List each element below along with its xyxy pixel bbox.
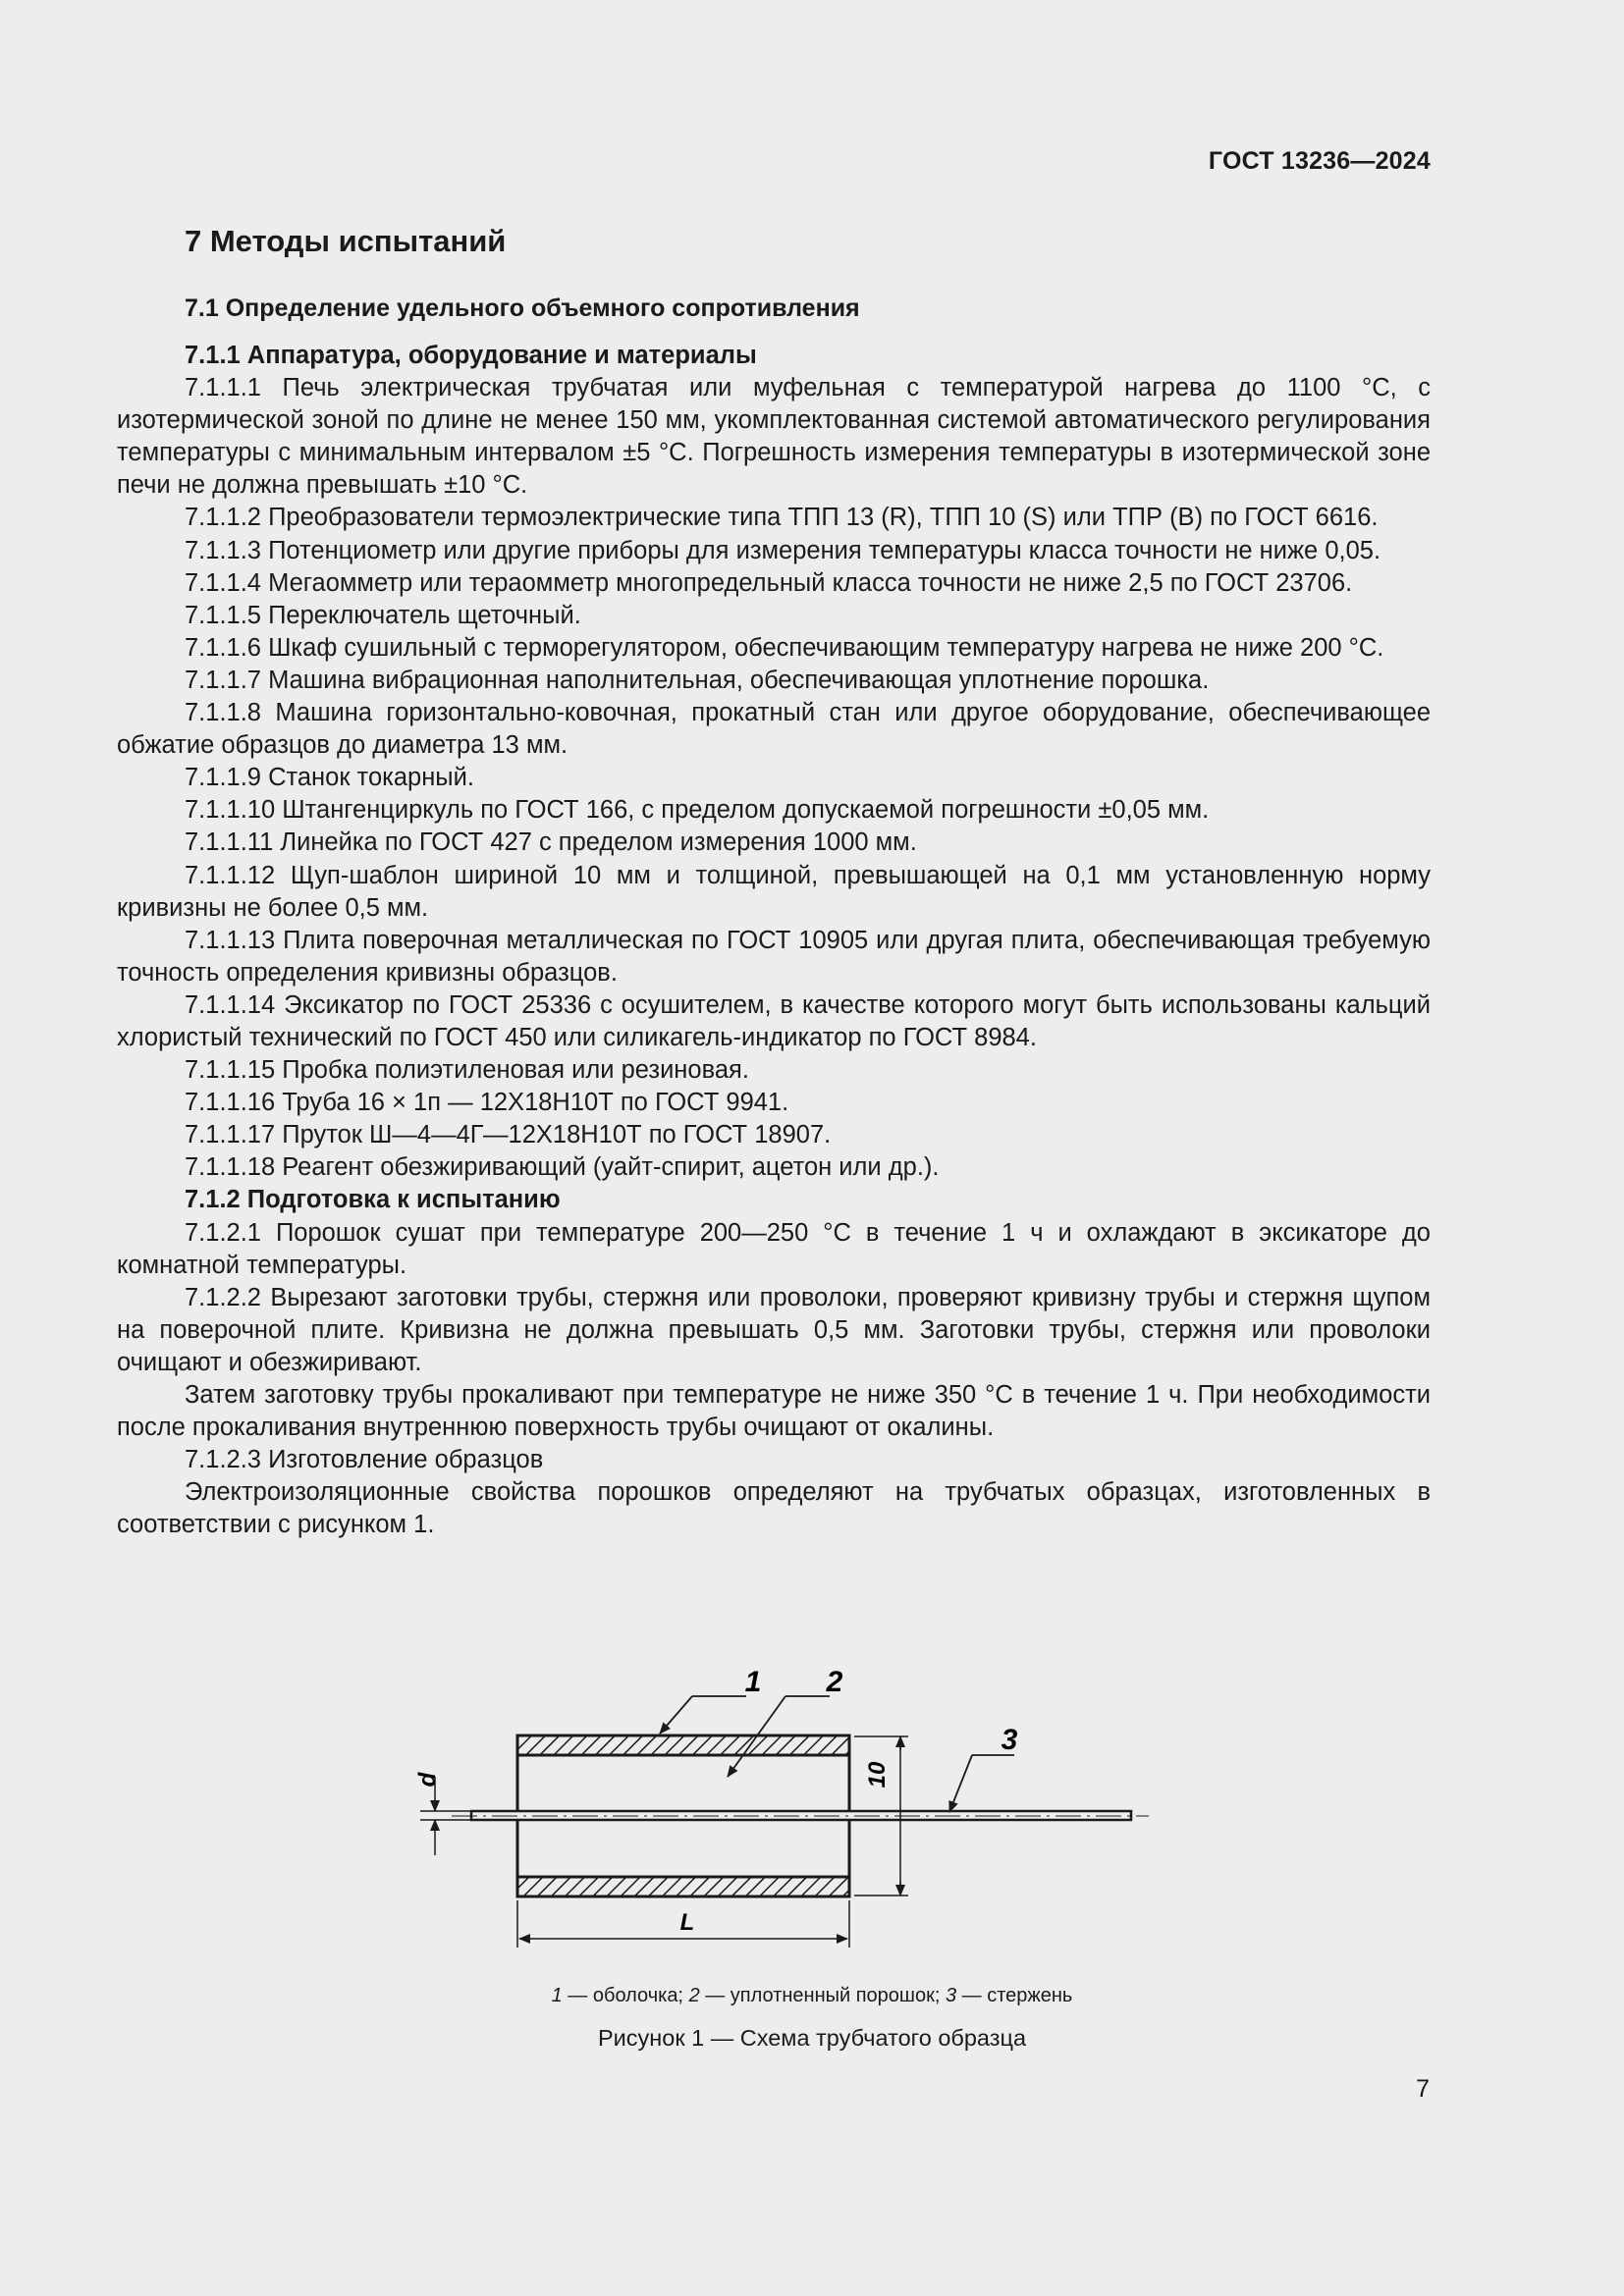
- dim-d-label: d: [414, 1772, 441, 1788]
- figure-legend: [0, 1985, 1624, 2007]
- label-1: 1: [744, 1666, 762, 1698]
- dimension-d: [414, 1771, 471, 1855]
- dim-length-label: L: [679, 1909, 695, 1936]
- paragraph: Электроизоляционные свойства порошков определяют на трубчатых образцах, изготовленных в соответствии с рисунком 1.: [117, 1478, 1431, 1539]
- paragraph: 7.1.2.2 Вырезают заготовки трубы, стержня или проволоки, проверяют кривизну трубы и стержня щупом на поверочной плите. Кривизна не должна превышать 0,5 мм. Заготовки трубы, стержня или проволоки очищают и обезжиривают.: [117, 1283, 1431, 1376]
- paragraph: 7.1.1.18 Реагент обезжиривающий (уайт-спирит, ацетон или др.).: [185, 1153, 940, 1182]
- body-text: [117, 340, 1431, 1541]
- paragraph: 7.1.1.13 Плита поверочная металлическая по ГОСТ 10905 или другая плита, обеспечивающая требуемую точность определения кривизны образцов.: [117, 926, 1431, 987]
- legend-text-2: — уплотненный порошок;: [699, 1985, 946, 2006]
- paragraph: 7.1.1.5 Переключатель щеточный.: [185, 601, 581, 629]
- subsubsection-heading: 7.1.1 Аппаратура, оборудование и материалы: [185, 342, 757, 369]
- figure-diagram: [373, 1657, 1159, 1961]
- paragraph: 7.1.1.11 Линейка по ГОСТ 427 с пределом измерения 1000 мм.: [185, 828, 917, 857]
- paragraph: 7.1.1.15 Пробка полиэтиленовая или резиновая.: [185, 1056, 749, 1085]
- paragraph: 7.1.1.16 Труба 16 × 1п — 12Х18Н10Т по ГОСТ 9941.: [185, 1089, 789, 1117]
- legend-text-3: — стержень: [956, 1985, 1073, 2006]
- subsubsection-heading: 7.1.2 Подготовка к испытанию: [185, 1186, 561, 1214]
- paragraph: 7.1.1.10 Штангенциркуль по ГОСТ 166, с пределом допускаемой погрешности ±0,05 мм.: [185, 796, 1210, 825]
- paragraph: 7.1.2.1 Порошок сушат при температуре 200—250 °С в течение 1 ч и охлаждают в эксикаторе до комнатной температуры.: [117, 1218, 1431, 1279]
- paragraph: 7.1.1.1 Печь электрическая трубчатая или муфельная с температурой нагрева до 1100 °С, с изотермической зоной по длине не менее 150 мм, укомплектованная системой автоматического регулирования температуры с минимальным интервалом ±5 °С. Погрешность измерения температуры в изотермической зоне печи не должна превышать ±10 °С.: [117, 374, 1431, 500]
- label-3: 3: [1001, 1724, 1018, 1756]
- paragraph: 7.1.2.3 Изготовление образцов: [185, 1446, 544, 1474]
- legend-num-3: 3: [945, 1985, 957, 2006]
- label-2: 2: [826, 1666, 843, 1698]
- paragraph: 7.1.1.7 Машина вибрационная наполнительная, обеспечивающая уплотнение порошка.: [185, 666, 1210, 694]
- page-number: 7: [1416, 2075, 1430, 2103]
- figure-tubular-sample: [373, 1657, 1159, 1961]
- rod: [452, 1811, 1149, 1820]
- section-title: 7 Методы испытаний: [185, 224, 507, 258]
- dimension-length: [517, 1900, 849, 1948]
- dim-diameter-label: 10: [864, 1761, 891, 1789]
- leader-3: [949, 1724, 1018, 1812]
- paragraph: 7.1.1.3 Потенциометр или другие приборы для измерения температуры класса точности не ниже 0,05.: [185, 536, 1381, 564]
- standard-designation: ГОСТ 13236—2024: [1208, 147, 1431, 175]
- paragraph: 7.1.1.2 Преобразователи термоэлектрические типа ТПП 13 (R), ТПП 10 (S) или ТПР (В) по ГОСТ 6616.: [185, 504, 1379, 532]
- paragraph: 7.1.1.9 Станок токарный.: [185, 764, 474, 792]
- legend-text-1: — оболочка;: [562, 1985, 689, 2006]
- paragraph: 7.1.1.8 Машина горизонтально-ковочная, прокатный стан или другое оборудование, обеспечивающее обжатие образцов до диаметра 13 мм.: [117, 699, 1431, 760]
- paragraph: 7.1.1.6 Шкаф сушильный с терморегулятором, обеспечивающим температуру нагрева не ниже 200 °С.: [185, 633, 1384, 662]
- paragraph: 7.1.1.12 Щуп-шаблон шириной 10 мм и толщиной, превышающей на 0,1 мм установленную норму кривизны не более 0,5 мм.: [117, 861, 1431, 922]
- leader-1: [660, 1666, 761, 1734]
- subsection-title: 7.1 Определение удельного объемного сопротивления: [185, 294, 860, 322]
- legend-num-1: 1: [551, 1985, 563, 2006]
- paragraph: 7.1.1.14 Эксикатор по ГОСТ 25336 с осушителем, в качестве которого могут быть использованы кальций хлористый технический по ГОСТ 450 или силикагель-индикатор по ГОСТ 8984.: [117, 990, 1431, 1051]
- figure-caption: Рисунок 1 — Схема трубчатого образца: [597, 2025, 1027, 2051]
- paragraph: Затем заготовку трубы прокаливают при температуре не ниже 350 °С в течение 1 ч. При необходимости после прокаливания внутреннюю поверхность трубы очищают от окалины.: [117, 1381, 1431, 1442]
- paragraph: 7.1.1.4 Мегаомметр или тераомметр многопредельный класса точности не ниже 2,5 по ГОСТ 23706.: [185, 568, 1353, 597]
- paragraph: 7.1.1.17 Пруток Ш—4—4Г—12Х18Н10Т по ГОСТ 18907.: [185, 1121, 832, 1149]
- legend-num-2: 2: [688, 1985, 700, 2006]
